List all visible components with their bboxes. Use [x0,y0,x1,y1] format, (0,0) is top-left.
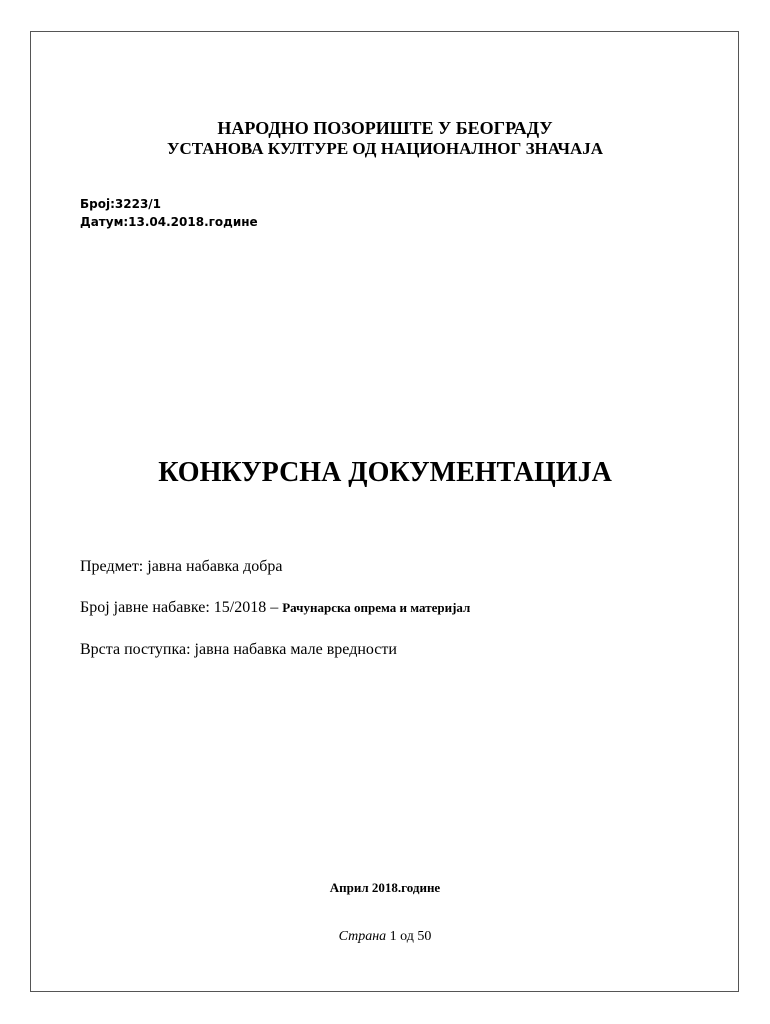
procurement-number-prefix: Број јавне набавке: 15/2018 – [80,599,283,616]
page-label: Страна [338,929,387,944]
page-counter [0,928,770,946]
document-title: КОНКУРСНА ДОКУМЕНТАЦИЈА [158,457,612,488]
document-number: Број:3223/1 [80,197,162,211]
subject-line: Предмет: јавна набавка добра [80,558,283,575]
procurement-number-line [80,598,470,618]
page-border [30,31,739,992]
document-date: Датум:13.04.2018.године [80,215,258,229]
procedure-type-line: Врста поступка: јавна набавка мале вредности [80,641,397,658]
issue-date: Април 2018.године [329,880,441,895]
procurement-name: Рачунарска опрема и материјал [282,600,471,615]
institution-status: УСТАНОВА КУЛТУРЕ ОД НАЦИОНАЛНОГ ЗНАЧАЈА [166,139,604,158]
page-position: 1 од 50 [386,929,432,944]
institution-name: НАРОДНО ПОЗОРИШТЕ У БЕОГРАДУ [217,118,553,138]
